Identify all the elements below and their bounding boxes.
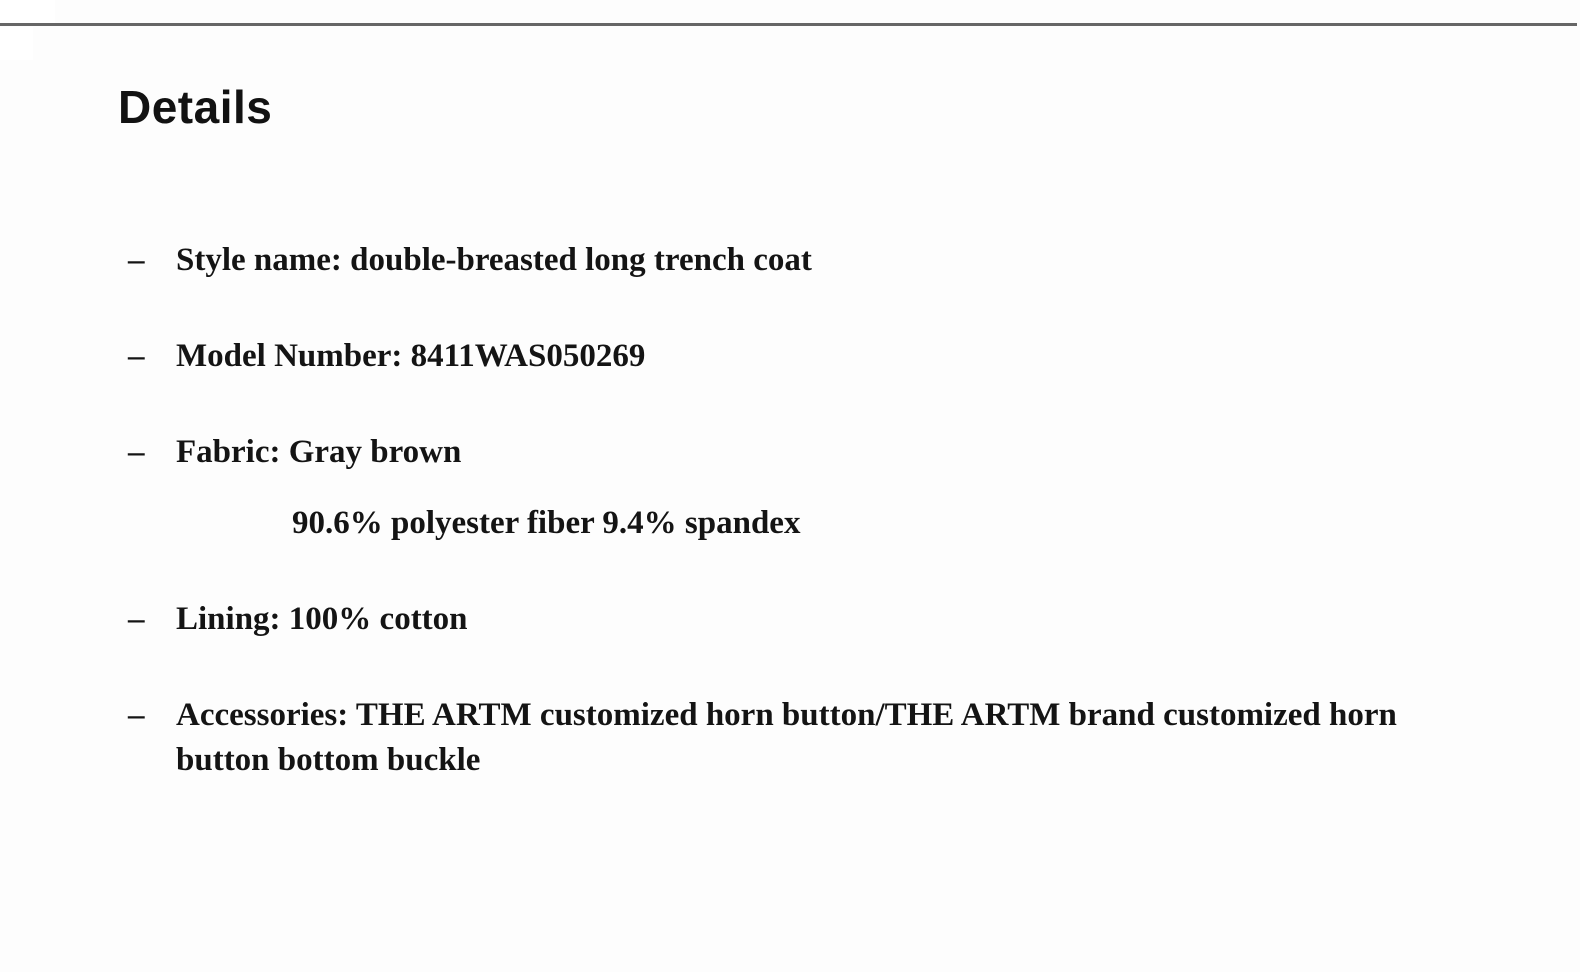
list-item-lining: [128, 597, 1468, 642]
list-item-fabric: [128, 430, 1468, 546]
bullet-dash: –: [128, 697, 145, 733]
item-text: Model Number: 8411WAS050269: [176, 338, 646, 374]
item-text: Accessories: THE ARTM customized horn button/THE ARTM brand customized horn button bottom buckle: [176, 697, 1397, 778]
bullet-dash: –: [128, 601, 145, 637]
bullet-dash: –: [128, 242, 145, 278]
corner-artifact-bottom: [0, 27, 33, 60]
item-text: [176, 430, 1461, 546]
top-divider-rule: [0, 23, 1577, 26]
item-text: Lining: 100% cotton: [176, 601, 468, 637]
list-item-model-number: [128, 334, 1468, 379]
bullet-dash: –: [128, 338, 145, 374]
details-list: [128, 238, 1468, 783]
list-item-accessories: [128, 693, 1468, 783]
list-item-style-name: [128, 238, 1468, 283]
page-title: Details: [118, 81, 273, 133]
fabric-composition-line: 90.6% polyester fiber 9.4% spandex: [292, 505, 801, 541]
fabric-label: Fabric: Gray brown: [176, 434, 462, 470]
bullet-dash: –: [128, 434, 145, 470]
corner-artifact-top: [0, 0, 55, 23]
item-text: Style name: double-breasted long trench coat: [176, 242, 812, 278]
